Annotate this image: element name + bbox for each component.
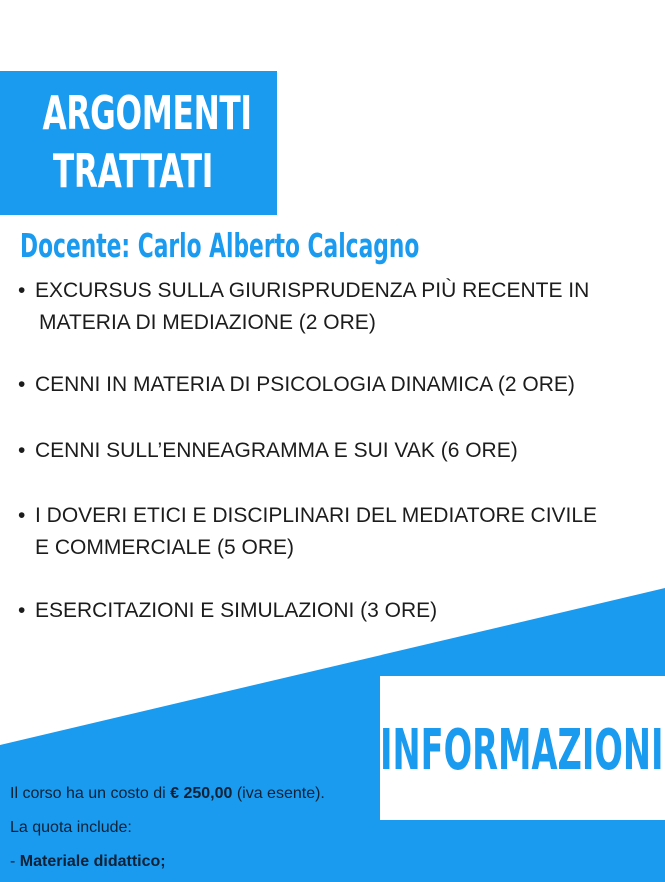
item-prefix: - [10,853,20,870]
cost-prefix: Il corso ha un costo di [10,785,171,802]
bullet: • [18,279,26,302]
topic-text-continued: E COMMERCIALE (5 ORE) [35,536,295,559]
topic-item-1 [18,275,589,339]
topic-item-2 [18,369,575,401]
topic-item-5 [18,595,437,627]
topic-text-continued: MATERIA DI MEDIAZIONE (2 ORE) [39,311,376,334]
info-title: INFORMAZIONI [380,718,664,783]
includes-label: La quota include: [10,819,132,836]
topic-text: ESERCITAZIONI E SIMULAZIONI (3 ORE) [35,599,438,622]
topic-text: CENNI IN MATERIA DI PSICOLOGIA DINAMICA (2 ORE) [35,373,575,396]
bullet: • [18,599,26,622]
section-title-line1: ARGOMENTI [42,86,252,140]
topic-item-4 [18,500,597,564]
bullet: • [18,373,26,396]
info-details [10,777,325,879]
item-text: Materiale didattico; [19,853,166,870]
bullet: • [18,439,26,462]
section-title [42,84,252,200]
topic-item-3 [18,435,518,467]
docente-heading: Docente: Carlo Alberto Calcagno [20,226,420,265]
topic-text: CENNI SULL’ENNEAGRAMMA E SUI VAK (6 ORE) [35,439,518,462]
topic-text: EXCURSUS SULLA GIURISPRUDENZA PIÙ RECENTE IN [35,279,590,302]
included-item [10,845,325,879]
topic-text: I DOVERI ETICI E DISCIPLINARI DEL MEDIATORE CIVILE [35,504,598,527]
cost-amount: € 250,00 [170,785,233,802]
section-title-line2: TRATTATI [52,144,214,198]
cost-line [10,777,325,811]
cost-suffix: (iva esente). [232,785,325,802]
bullet: • [18,504,26,527]
